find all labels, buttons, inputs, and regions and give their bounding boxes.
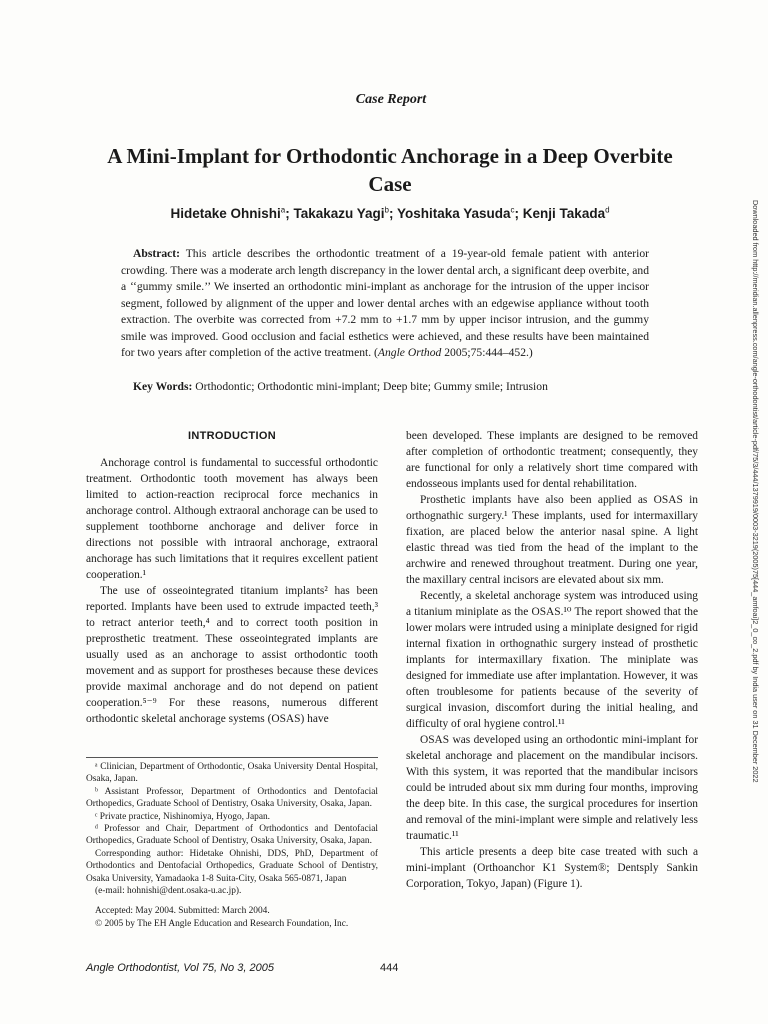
abstract-citation: 2005;75:444–452.) xyxy=(441,346,533,359)
footnote-copyright: © 2005 by The EH Angle Education and Research Foundation, Inc. xyxy=(95,918,349,929)
abstract xyxy=(121,246,649,362)
author-affiliation-mark: c xyxy=(510,205,515,215)
section-heading-introduction: INTRODUCTION xyxy=(188,430,276,442)
body-paragraph: been developed. These implants are designed to be removed after completion of orthodontic treatment; consequently, they are functional for only a relatively short time compared with endosseous implants used for dental rehabilitation. xyxy=(406,430,698,490)
download-watermark: Downloaded from http://meridian.allenpress.com/angle-orthodontist/article-pdf/75/3/444/1379919/0003-3219(2005)75[444_amfoai]2_0_co_2.pdf by India user on 31 December 2022 xyxy=(751,200,760,783)
body-paragraph: Recently, a skeletal anchorage system was introduced using a titanium miniplate as the OSAS.¹⁰ The report showed that the lower molars were intruded using a miniplate designed for rigid internal fixation in orthognathic surgery instead of prosthetic implants for intermaxillary fixation. The miniplate was designed for immediate use after implantation. However, it was often troublesome for patients because of the severity of surgical invasion, discomfort during the initial healing, and difficulty of oral hygiene control.¹¹ xyxy=(406,590,698,730)
keywords-text: Orthodontic; Orthodontic mini-implant; Deep bite; Gummy smile; Intrusion xyxy=(192,380,548,393)
author-affiliation-mark: b xyxy=(384,205,389,215)
author-affiliation-mark: a xyxy=(280,205,286,215)
author-list: Hidetake Ohnishi$^a$; Takakazu Yagi$^b$; Yoshitaka Yasuda$^c$; Kenji Takada$^d$ xyxy=(170,205,610,221)
author-name: Hidetake Ohnishi xyxy=(170,206,281,221)
keywords xyxy=(133,380,653,393)
abstract-citation-journal: Angle Orthod xyxy=(377,346,442,359)
section-label: Case Report xyxy=(355,92,427,107)
footnote-affiliation: ᵈ Professor and Chair, Department of Orthodontics and Dentofacial Orthopedics, Graduate School of Dentistry, Osaka University, Osaka, Japan. xyxy=(86,824,378,847)
body-paragraph: OSAS was developed using an orthodontic mini-implant for skeletal anchorage and placement on the mandibular incisors. With this system, it was reported that the mandibular incisors could be intruded about six mm during four months, improving the deep bite. In this case, the surgical procedures for insertion and removal of the mini-implant were simple and relatively less traumatic.¹¹ xyxy=(406,734,698,842)
right-column xyxy=(406,428,698,892)
article-title: A Mini-Implant for Orthodontic Anchorage in a Deep Overbite Case xyxy=(107,144,673,196)
author-name: Yoshitaka Yasuda xyxy=(396,206,511,221)
footnote-dates: Accepted: May 2004. Submitted: March 2004. xyxy=(95,906,270,917)
footnote-email: (e-mail: hohnishi@dent.osaka-u.ac.jp). xyxy=(95,886,242,897)
author-name: Takakazu Yagi xyxy=(293,206,385,221)
page-number: 444 xyxy=(380,962,399,974)
footnote-affiliation: ᵃ Clinician, Department of Orthodontic, Osaka University Dental Hospital, Osaka, Japan. xyxy=(86,762,378,785)
author-affiliation-mark: d xyxy=(605,205,610,215)
footnote-corresponding-author: Corresponding author: Hidetake Ohnishi, DDS, PhD, Department of Orthodontics and Dentofacial Orthopedics, Graduate School of Dentistry, Osaka University, Yamadaoka 1-8 Suita-City, Osaka 565-0871, Japan xyxy=(86,848,378,884)
keywords-label: Key Words: xyxy=(133,380,193,393)
left-column xyxy=(86,428,378,727)
abstract-text: This article describes the orthodontic treatment of a 19-year-old female patient with anterior crowding. There was a moderate arch length discrepancy in the lower dental arch, a significant deep overbite, and a ‘‘gummy smile.’’ We inserted an orthodontic mini-implant as anchorage for the intrusion of the upper incisor segment, followed by alignment of the upper and lower dental arches with an edgewise appliance without tooth extraction. The overbite was corrected from +7.2 mm to +1.7 mm by upper incisor intrusion, and the gummy smile was improved. Good occlusion and facial esthetics were achieved, and these results have been maintained for two years after completion of the active treatment. ( xyxy=(121,247,649,359)
footnote-affiliation: ᵇ Assistant Professor, Department of Orthodontics and Dentofacial Orthopedics, Graduate School of Dentistry, Osaka University, Osaka, Japan. xyxy=(86,786,378,810)
body-paragraph: Anchorage control is fundamental to successful orthodontic treatment. Orthodontic tooth movement has always been limited to action-reaction reciprocal force mechanics in anchorage control. Although extraoral anchorage can be used to supplement toothborne anchorage and deliver force in directions not possible with intraoral anchorage, extraoral anchorage has such limitations that it requires excellent patient cooperation.¹ xyxy=(86,457,378,581)
journal-footer: Angle Orthodontist, Vol 75, No 3, 2005 xyxy=(86,962,274,974)
body-paragraph: This article presents a deep bite case treated with such a mini-implant (Orthoanchor K1 System®; Dentsply Sankin Corporation, Tokyo, Japan) (Figure 1). xyxy=(406,846,698,890)
footnotes xyxy=(86,757,378,930)
abstract-label: Abstract: xyxy=(133,247,181,260)
author-name: Kenji Takada xyxy=(522,206,606,221)
body-paragraph: The use of osseointegrated titanium implants² has been reported. Implants have been used to extrude impacted teeth,³ to retract anterior teeth,⁴ and to correct tooth position in preprosthetic treatment. These osseointegrated implants are usually used as an anchorage to assist orthodontic tooth movement and as support for prostheses because these devices provide maximal anchorage and do not depend on patient cooperation.⁵⁻⁹ For these reasons, numerous different orthodontic skeletal anchorage systems (OSAS) have xyxy=(86,585,378,725)
footnote-affiliation: ᶜ Private practice, Nishinomiya, Hyogo, Japan. xyxy=(95,811,271,822)
body-paragraph: Prosthetic implants have also been applied as OSAS in orthognathic surgery.¹ These implants, used for intermaxillary fixation, are placed below the anterior nasal spine. A light elastic thread was tied from the head of the implant to the archwire and renewed throughout treatment. During one year, the maxillary central incisors are elevated about six mm. xyxy=(406,494,698,586)
footnote-divider xyxy=(86,757,378,758)
